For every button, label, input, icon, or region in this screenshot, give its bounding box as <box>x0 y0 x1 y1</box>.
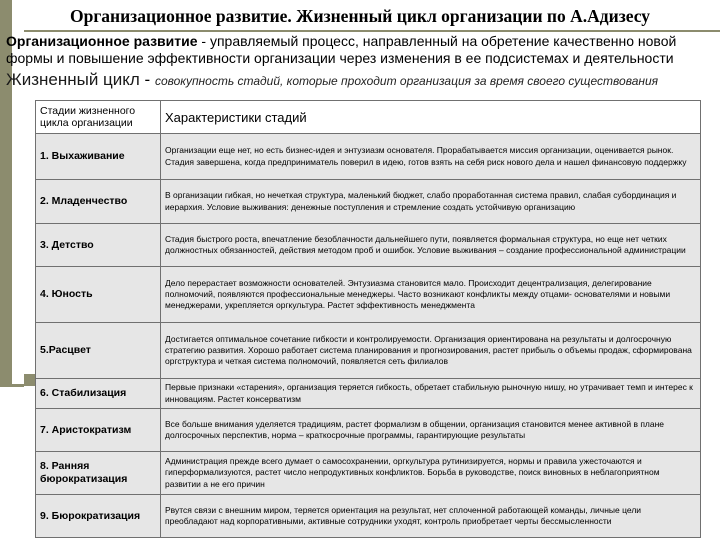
stage-description: Администрация прежде всего думает о самосохранении, оргкультура рутинизируется, нормы и правила ужесточаются и гиперформализуются, растет число непродуктивных конфликтов. Борьба в руководстве, поиск виновных в неблагоприятном развитии а не его причин <box>161 452 701 495</box>
stage-description: Первые признаки «старения», организация теряется гибкость, обретает стабильную рыночную нишу, но утрачивает темп и интерес к инновациям. Растет консерватизм <box>161 379 701 409</box>
stage-name: 2. Младенчество <box>36 180 161 224</box>
stage-description: Дело перерастает возможности основателей. Энтузиазма становится мало. Происходит децентрализация, делегирование полномочий, появляются профессиональные менеджеры. Часто возникают конфликты между отцами- основателями и новыми менеджерами, укрепляется оргкультура. Растет эффективность менеджмента <box>161 267 701 323</box>
stage-description: Достигается оптимальное сочетание гибкости и контролируемости. Организация ориентирована на результаты и долгосрочную стратегию развития. Хорошо работает система планирования и прогнозирования, растет прибыль о объемы продаж, сформирована оргструктура и четкая система полномочий, появляется сеть филиалов <box>161 323 701 379</box>
table-row <box>36 495 701 538</box>
stage-name: 7. Аристократизм <box>36 409 161 452</box>
definition-life-cycle <box>6 70 720 90</box>
column-header-description: Характеристики стадий <box>161 101 701 134</box>
stage-name: 9. Бюрократизация <box>36 495 161 538</box>
stage-name: 5.Расцвет <box>36 323 161 379</box>
definition-term: Организационное развитие <box>6 33 198 49</box>
definition-text: совокупность стадий, которые проходит организация за время своего существования <box>154 74 659 88</box>
decorative-horizontal-line <box>24 30 720 32</box>
table-row <box>36 452 701 495</box>
stage-description: Все больше внимания уделяется традициям, растет формализм в общении, организация становится менее активной в плане долгосрочных перспектив, норма – краткосрочные программы, гарантирующие результаты <box>161 409 701 452</box>
stage-description: Рвутся связи с внешним миром, теряется ориентация на результат, нет сплоченной работающей команды, личные цели преобладают над корпоративными, активные сотрудники уходят, контроль приобретает черты бессмысленности <box>161 495 701 538</box>
table-row <box>36 180 701 224</box>
decorative-lower-line <box>0 384 24 387</box>
definition-organizational-development <box>6 33 716 66</box>
stage-name: 3. Детство <box>36 224 161 267</box>
stages-table <box>35 100 701 538</box>
stage-name: 1. Выхаживание <box>36 134 161 180</box>
table-row <box>36 134 701 180</box>
stage-name: 4. Юность <box>36 267 161 323</box>
table-row <box>36 267 701 323</box>
stage-name: 6. Стабилизация <box>36 379 161 409</box>
slide-title: Организационное развитие. Жизненный цикл организации по А.Адизесу <box>69 6 651 26</box>
table-header-row <box>36 101 701 134</box>
stage-description: Стадия быстрого роста, впечатление безоблачности дальнейшего пути, появляется формальная структура, но еще нет четких должностных обязанностей, действия методом проб и ошибок. Условие выживания – создание профессиональной администрации <box>161 224 701 267</box>
table-row <box>36 409 701 452</box>
table-row <box>36 323 701 379</box>
stage-name: 8. Ранняя бюрократизация <box>36 452 161 495</box>
definition-dash: - <box>139 70 155 89</box>
stage-description: В организации гибкая, но нечеткая структура, маленький бюджет, слабо проработанная система правил, слабая субординация и иерархия. Условие выживания: денежные поступления и стремление создать устойчивую организацию <box>161 180 701 224</box>
definition-text: - управляемый процесс, направленный на обретение качественно новой формы и повышение эффективности организации через изменения в ее подсистемах и деятельности <box>6 33 677 66</box>
definition-term: Жизненный цикл <box>6 70 140 89</box>
stage-description: Организации еще нет, но есть бизнес-идея и энтузиазм основателя. Прорабатывается миссия организации, оценивается рынок. Стадия завершена, когда предприниматель поверил в идею, готов взять на себя риск нового дела и нашел финансовую поддержку <box>161 134 701 180</box>
column-header-stage: Стадии жизненного цикла организации <box>36 101 161 134</box>
table-row <box>36 224 701 267</box>
table-row <box>36 379 701 409</box>
